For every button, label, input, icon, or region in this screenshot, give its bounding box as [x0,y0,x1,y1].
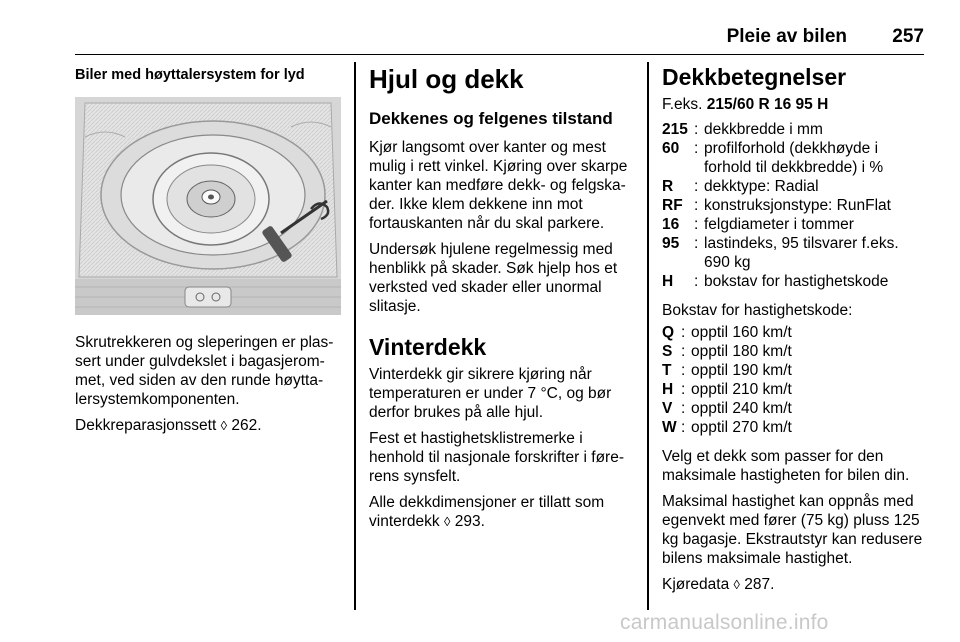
header-title: Pleie av bilen [726,26,847,47]
table-row [662,418,792,437]
def-key: RF [662,197,683,214]
column-divider-2 [647,62,649,610]
table-row [662,196,926,215]
inspection-text: Undersøk hjulene regelmessig med henblikk på skader. Søk hjelp hos et verksted ved skader eller unormal slitasje. [369,241,618,315]
repair-kit-label: Dekkreparasjonssett [75,417,217,434]
section-title-wheels: Hjul og dekk [369,64,524,94]
speed-value: opptil 180 km/t [691,343,792,360]
winter-dimensions-page-link[interactable]: 293. [454,513,485,530]
def-value: dekkbredde i mm [704,121,823,138]
table-row [662,272,926,291]
table-row [662,177,926,196]
speed-sep: : [681,400,686,417]
column-3 [662,62,926,601]
def-sep: : [694,178,699,195]
speed-code-intro: Bokstav for hastighetskode: [662,302,853,319]
speed-value: opptil 240 km/t [691,400,792,417]
ref-arrow-icon: ◊ [220,418,228,433]
speed-value: opptil 160 km/t [691,324,792,341]
table-row [662,323,792,342]
tool-location-text: Skrutrekkeren og sleperingen er plas-sert under gulvdekslet i bagasjerom-met, ved siden av den runde høytta-lersystemkomponenten. [75,334,334,408]
table-row [662,215,926,234]
def-value: lastindeks, 95 tilsvarer f.eks. 690 kg [704,235,899,271]
column-2 [369,62,633,538]
def-value: konstruksjonstype: RunFlat [704,197,891,214]
ref-arrow-icon: ◊ [733,577,740,592]
table-row [662,234,926,272]
designation-table [662,120,926,291]
winter-dimensions-label: Alle dekkdimensjoner er tillatt som vinterdekk [369,494,605,530]
speed-code-table [662,323,792,437]
watermark: carmanualsonline.info [620,611,829,634]
speed-value: opptil 190 km/t [691,362,792,379]
speed-key: S [662,343,673,360]
speed-sticker-text: Fest et hastighetsklistremerke i henhold til nasjonale forskrifter i føre-rens synsfelt. [369,430,625,485]
def-key: 215 [662,121,688,138]
max-speed-text: Maksimal hastighet kan oppnås med egenvekt med fører (75 kg) pluss 125 kg bagasje. Ekstrautstyr kan redusere bilens maksimale hastighet. [662,493,923,567]
def-key: 95 [662,235,680,252]
repair-kit-page-link[interactable]: 262. [231,417,262,434]
repair-kit-ref [75,416,343,435]
page-header [75,24,924,55]
def-sep: : [694,216,699,233]
section-title-tyre-designations: Dekkbetegnelser [662,64,847,90]
def-sep: : [694,140,699,157]
speed-key: Q [662,324,675,341]
speed-key: T [662,362,672,379]
ref-arrow-icon: ◊ [443,514,451,529]
table-row [662,380,792,399]
example-line [662,95,926,114]
subsection-title-condition: Dekkenes og felgenes tilstand [369,109,613,128]
table-row [662,399,792,418]
def-sep: : [694,197,699,214]
speaker-system-subheading: Biler med høyttalersystem for lyd [75,67,305,83]
table-row [662,120,926,139]
table-row [662,361,792,380]
page-number: 257 [892,26,924,47]
def-value: felgdiameter i tommer [704,216,854,233]
driving-data-page-link[interactable]: 287. [744,576,775,593]
column-divider-1 [354,62,356,610]
column-1 [75,62,343,442]
speed-sep: : [681,343,686,360]
table-row [662,342,792,361]
speed-value: opptil 210 km/t [691,381,792,398]
driving-data-ref [662,575,926,594]
section-title-winter-tyres: Vinterdekk [369,334,487,360]
speed-key: H [662,381,674,398]
def-key: R [662,178,674,195]
speed-sep: : [681,324,686,341]
speed-value: opptil 270 km/t [691,419,792,436]
example-prefix: F.eks. [662,96,703,113]
speed-sep: : [681,381,686,398]
def-sep: : [694,121,699,138]
def-value: bokstav for hastighetskode [704,273,889,290]
curb-driving-text: Kjør langsomt over kanter og mest mulig i rett vinkel. Kjøring over skarpe kanter kan medføre dekk- og felgska-der. Ikke klem dekkene inn mot fortauskanten når du skal parkere. [369,139,628,232]
table-row [662,139,926,177]
trunk-illustration [75,97,341,315]
def-value: dekktype: Radial [704,178,819,195]
speed-key: V [662,400,673,417]
driving-data-label: Kjøredata [662,576,730,593]
def-key: H [662,273,674,290]
example-code: 215/60 R 16 95 H [706,96,829,113]
def-value: profilforhold (dekkhøyde i forhold til dekkbredde) i % [704,140,884,176]
def-sep: : [694,273,699,290]
speed-sep: : [681,419,686,436]
winter-dimensions-ref [369,493,633,531]
winter-temperature-text: Vinterdekk gir sikrere kjøring når temperaturen er under 7 °C, og bør derfor brukes på alle hjul. [369,366,612,421]
def-key: 60 [662,140,680,157]
tyre-choice-text: Velg et dekk som passer for den maksimale hastigheten for bilen din. [662,448,910,484]
speed-sep: : [681,362,686,379]
def-sep: : [694,235,699,252]
def-key: 16 [662,216,680,233]
speed-key: W [662,419,677,436]
